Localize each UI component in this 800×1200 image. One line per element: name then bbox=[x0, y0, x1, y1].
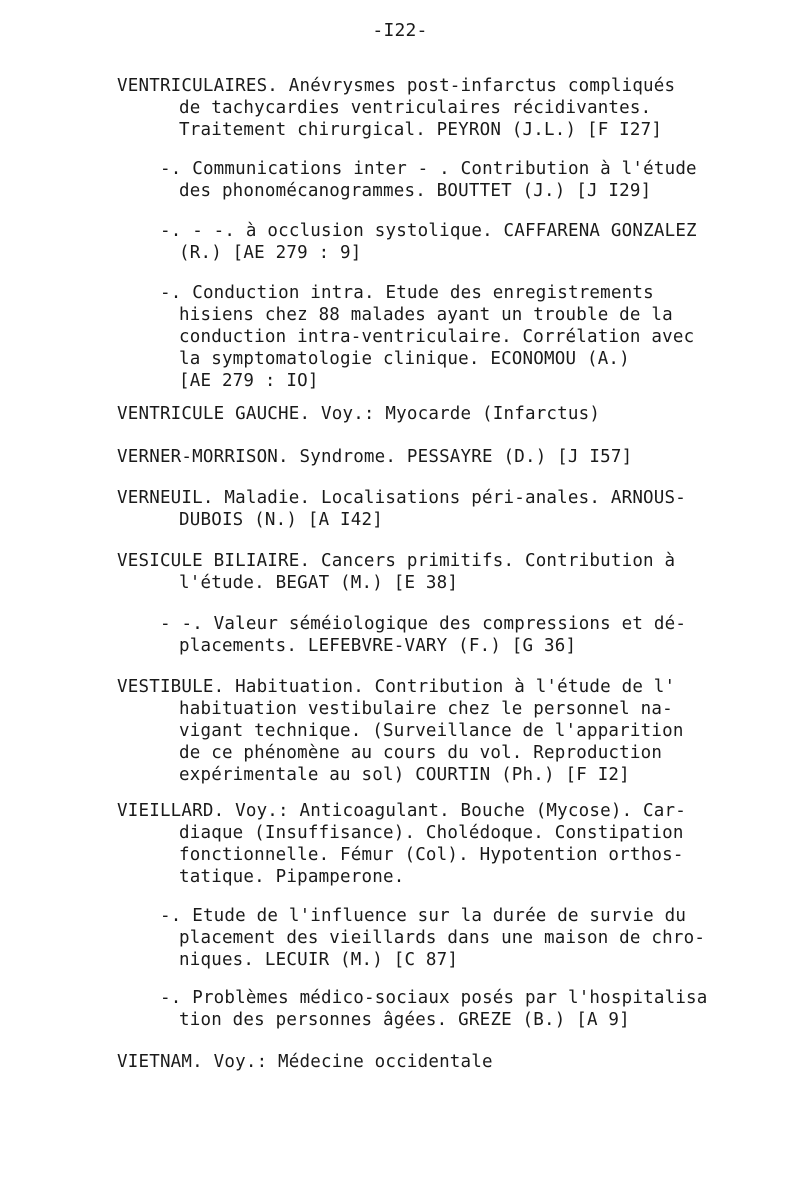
entry-line: (R.) [AE 279 : 9] bbox=[179, 243, 362, 263]
entry-line: l'étude. BEGAT (M.) [E 38] bbox=[179, 573, 459, 593]
entry-verner-morrison bbox=[117, 446, 632, 468]
entry-problemes-medico-sociaux bbox=[160, 987, 708, 1031]
entry-line: VERNEUIL. Maladie. Localisations péri-anales. ARNOUS- bbox=[117, 488, 687, 508]
entry-line: niques. LECUIR (M.) [C 87] bbox=[179, 950, 459, 970]
entry-conduction-intra bbox=[160, 282, 694, 392]
entry-line: placements. LEFEBVRE-VARY (F.) [G 36] bbox=[179, 636, 577, 656]
entry-line: diaque (Insuffisance). Cholédoque. Constipation bbox=[179, 823, 684, 843]
entry-vietnam bbox=[117, 1051, 493, 1073]
entry-line: des phonomécanogrammes. BOUTTET (J.) [J I29] bbox=[179, 181, 652, 201]
entry-vesicule-biliaire bbox=[117, 550, 675, 594]
entry-line: de tachycardies ventriculaires récidivantes. bbox=[179, 98, 652, 118]
entry-vieillard bbox=[117, 800, 686, 888]
entry-influence-survie bbox=[160, 905, 705, 971]
entry-communications-inter bbox=[160, 158, 697, 202]
entry-line: VENTRICULE GAUCHE. Voy.: Myocarde (Infarctus) bbox=[117, 404, 601, 424]
entry-line: expérimentale au sol) COURTIN (Ph.) [F I2] bbox=[179, 765, 630, 785]
entry-line: de ce phénomène au cours du vol. Reproduction bbox=[179, 743, 663, 763]
entry-line: Traitement chirurgical. PEYRON (J.L.) [F I27] bbox=[179, 120, 663, 140]
entry-line: - -. Valeur séméiologique des compressions et dé- bbox=[160, 614, 687, 634]
entry-valeur-semeiologique bbox=[160, 613, 686, 657]
entry-line: tion des personnes âgées. GREZE (B.) [A 9] bbox=[179, 1010, 630, 1030]
entry-line: hisiens chez 88 malades ayant un trouble de la bbox=[179, 305, 673, 325]
entry-vestibule bbox=[117, 676, 684, 786]
page-number: -I22- bbox=[372, 20, 428, 41]
entry-line: vigant technique. (Surveillance de l'apparition bbox=[179, 721, 684, 741]
entry-line: habituation vestibulaire chez le personnel na- bbox=[179, 699, 673, 719]
entry-ventriculaires bbox=[117, 75, 675, 141]
entry-line: -. - -. à occlusion systolique. CAFFARENA GONZALEZ bbox=[160, 221, 697, 241]
entry-line: -. Etude de l'influence sur la durée de survie du bbox=[160, 906, 687, 926]
entry-line: VESICULE BILIAIRE. Cancers primitifs. Contribution à bbox=[117, 551, 676, 571]
entry-verneuil bbox=[117, 487, 686, 531]
entry-line: DUBOIS (N.) [A I42] bbox=[179, 510, 383, 530]
entry-line: fonctionnelle. Fémur (Col). Hypotention orthos- bbox=[179, 845, 684, 865]
entry-line: conduction intra-ventriculaire. Corrélation avec bbox=[179, 327, 695, 347]
entry-line: VERNER-MORRISON. Syndrome. PESSAYRE (D.) [J I57] bbox=[117, 447, 633, 467]
entry-line: VIEILLARD. Voy.: Anticoagulant. Bouche (Mycose). Car- bbox=[117, 801, 687, 821]
entry-line: placement des vieillards dans une maison de chro- bbox=[179, 928, 706, 948]
entry-line: VENTRICULAIRES. Anévrysmes post-infarctus compliqués bbox=[117, 76, 676, 96]
entry-line: tatique. Pipamperone. bbox=[179, 867, 405, 887]
entry-line: [AE 279 : IO] bbox=[179, 371, 319, 391]
entry-ventricule-gauche bbox=[117, 403, 600, 425]
entry-line: la symptomatologie clinique. ECONOMOU (A.) bbox=[179, 349, 630, 369]
entry-line: -. Conduction intra. Etude des enregistrements bbox=[160, 283, 654, 303]
entry-line: -. Problèmes médico-sociaux posés par l'hospitalisa bbox=[160, 988, 708, 1008]
entry-line: -. Communications inter - . Contribution à l'étude bbox=[160, 159, 697, 179]
entry-occlusion-systolique bbox=[160, 220, 697, 264]
entry-line: VESTIBULE. Habituation. Contribution à l'étude de l' bbox=[117, 677, 676, 697]
entry-line: VIETNAM. Voy.: Médecine occidentale bbox=[117, 1052, 493, 1072]
